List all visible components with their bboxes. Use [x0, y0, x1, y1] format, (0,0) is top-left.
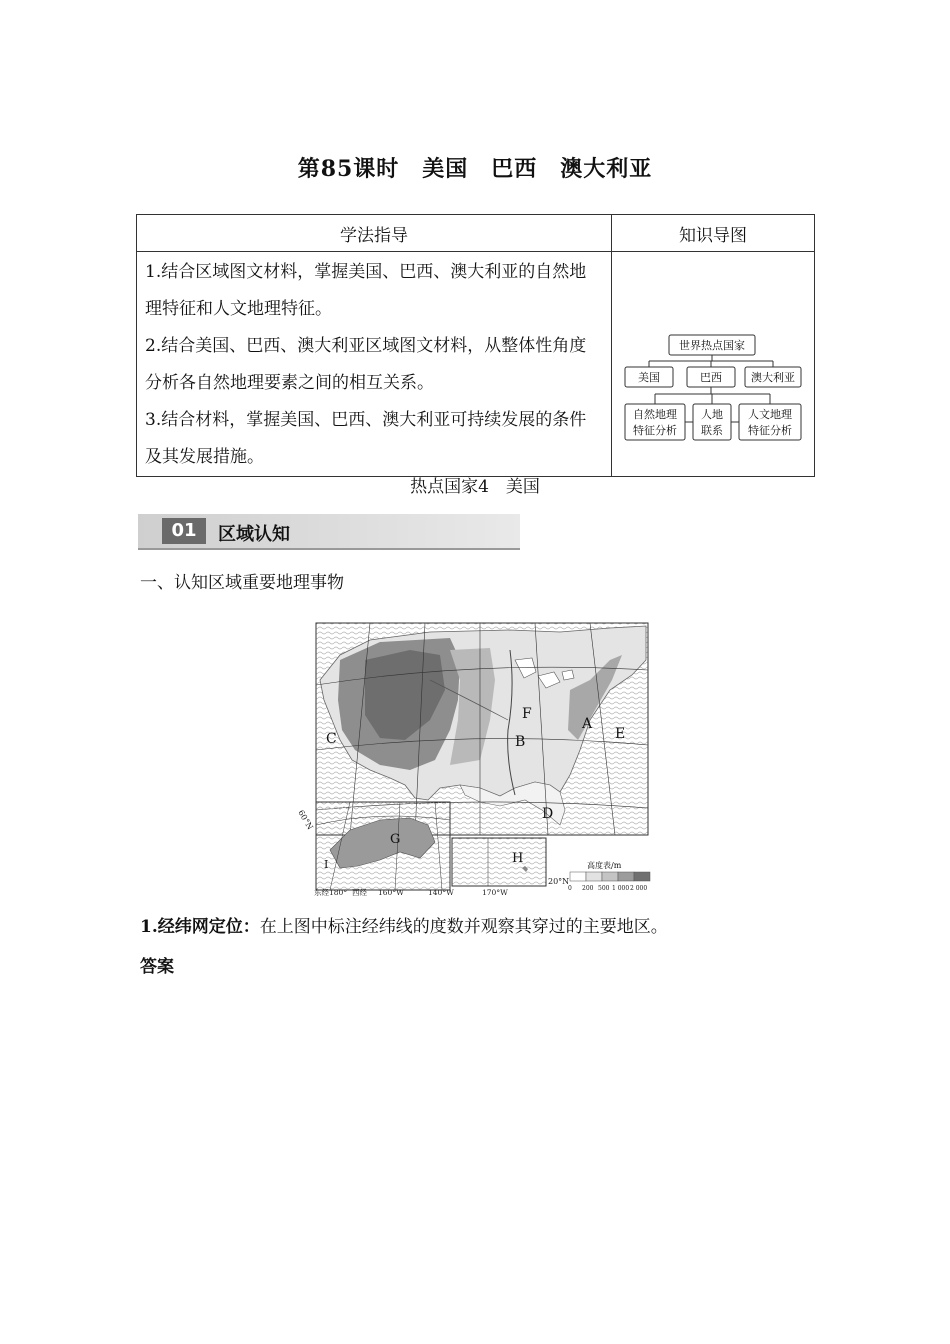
mind-map-aspect: 特征分析 — [748, 424, 792, 437]
method-item: 3.结合材料，掌握美国、巴西、澳大利亚可持续发展的条件及其发展措施。 — [145, 410, 587, 467]
map-label-h: H — [512, 851, 524, 866]
mind-map-diagram — [613, 253, 813, 471]
lat-label-60n: 60°N — [296, 808, 315, 832]
legend-title: 高度表/m — [587, 861, 622, 870]
method-item: 2.结合美国、巴西、澳大利亚区域图文材料，从整体性角度分析各自然地理要素之间的相互关系。 — [145, 336, 587, 393]
lon-label: 西经 — [352, 888, 367, 897]
map-label-a: A — [582, 716, 593, 732]
mind-map-aspect: 人地 — [701, 408, 723, 421]
legend-swatch — [618, 872, 634, 881]
method-item: 1.结合区域图文材料，掌握美国、巴西、澳大利亚的自然地理特征和人文地理特征。 — [145, 262, 587, 319]
lon-label: 170°W — [482, 888, 508, 897]
map-label-f: F — [522, 706, 532, 722]
map-label-e: E — [615, 726, 626, 742]
question-1-text: 在上图中标注经纬线的度数并观察其穿过的主要地区。 — [259, 917, 668, 937]
mind-map-country: 澳大利亚 — [751, 371, 795, 384]
section-label: 区域认知 — [218, 524, 290, 545]
legend-value: 500 — [598, 885, 610, 892]
legend-value: 0 — [568, 885, 572, 892]
legend-swatch — [602, 872, 618, 881]
study-methods-header: 学法指导 — [137, 215, 612, 252]
lat-label-20n: 20°N — [548, 877, 570, 886]
lon-label: 140°W — [428, 888, 454, 897]
question-1 — [140, 912, 668, 937]
map-label-i: I — [324, 858, 329, 871]
legend-value: 1 000 — [612, 885, 630, 892]
study-methods-cell — [137, 252, 612, 477]
mind-map-country: 美国 — [638, 371, 660, 384]
mind-map-header: 知识导图 — [612, 215, 815, 252]
map-label-b: B — [515, 734, 526, 750]
lon-label: 东经180° — [314, 888, 348, 897]
study-guide-table — [136, 214, 815, 477]
mind-map-country: 巴西 — [700, 371, 722, 384]
legend-value: 200 — [582, 885, 594, 892]
question-1-lead: 1.经纬网定位： — [140, 917, 260, 937]
mind-map-aspect: 特征分析 — [633, 424, 677, 437]
page-title: 第85课时 美国 巴西 澳大利亚 — [297, 156, 653, 182]
mind-map-aspect: 自然地理 — [633, 408, 677, 421]
mind-map-root: 世界热点国家 — [679, 339, 745, 352]
mind-map-aspect: 人文地理 — [748, 408, 792, 421]
map-label-d: D — [542, 806, 554, 822]
legend-value: 2 000 — [630, 885, 648, 892]
lon-label: 160°W — [378, 888, 404, 897]
legend-swatch — [570, 872, 586, 881]
map-label-g: G — [390, 832, 401, 847]
usa-relief-map — [296, 620, 655, 898]
mind-map-cell — [612, 252, 815, 477]
map-label-c: C — [326, 731, 337, 747]
mind-map-aspect: 联系 — [701, 424, 723, 437]
hawaii-inset-frame — [452, 838, 546, 886]
hot-country-subtitle: 热点国家4 美国 — [410, 477, 540, 497]
legend-swatch — [634, 872, 650, 881]
section-number: 01 — [162, 518, 206, 544]
answer-label: 答案 — [140, 957, 174, 977]
elevation-legend — [570, 872, 650, 881]
section-heading: 一、认知区域重要地理事物 — [140, 573, 344, 593]
legend-swatch — [586, 872, 602, 881]
